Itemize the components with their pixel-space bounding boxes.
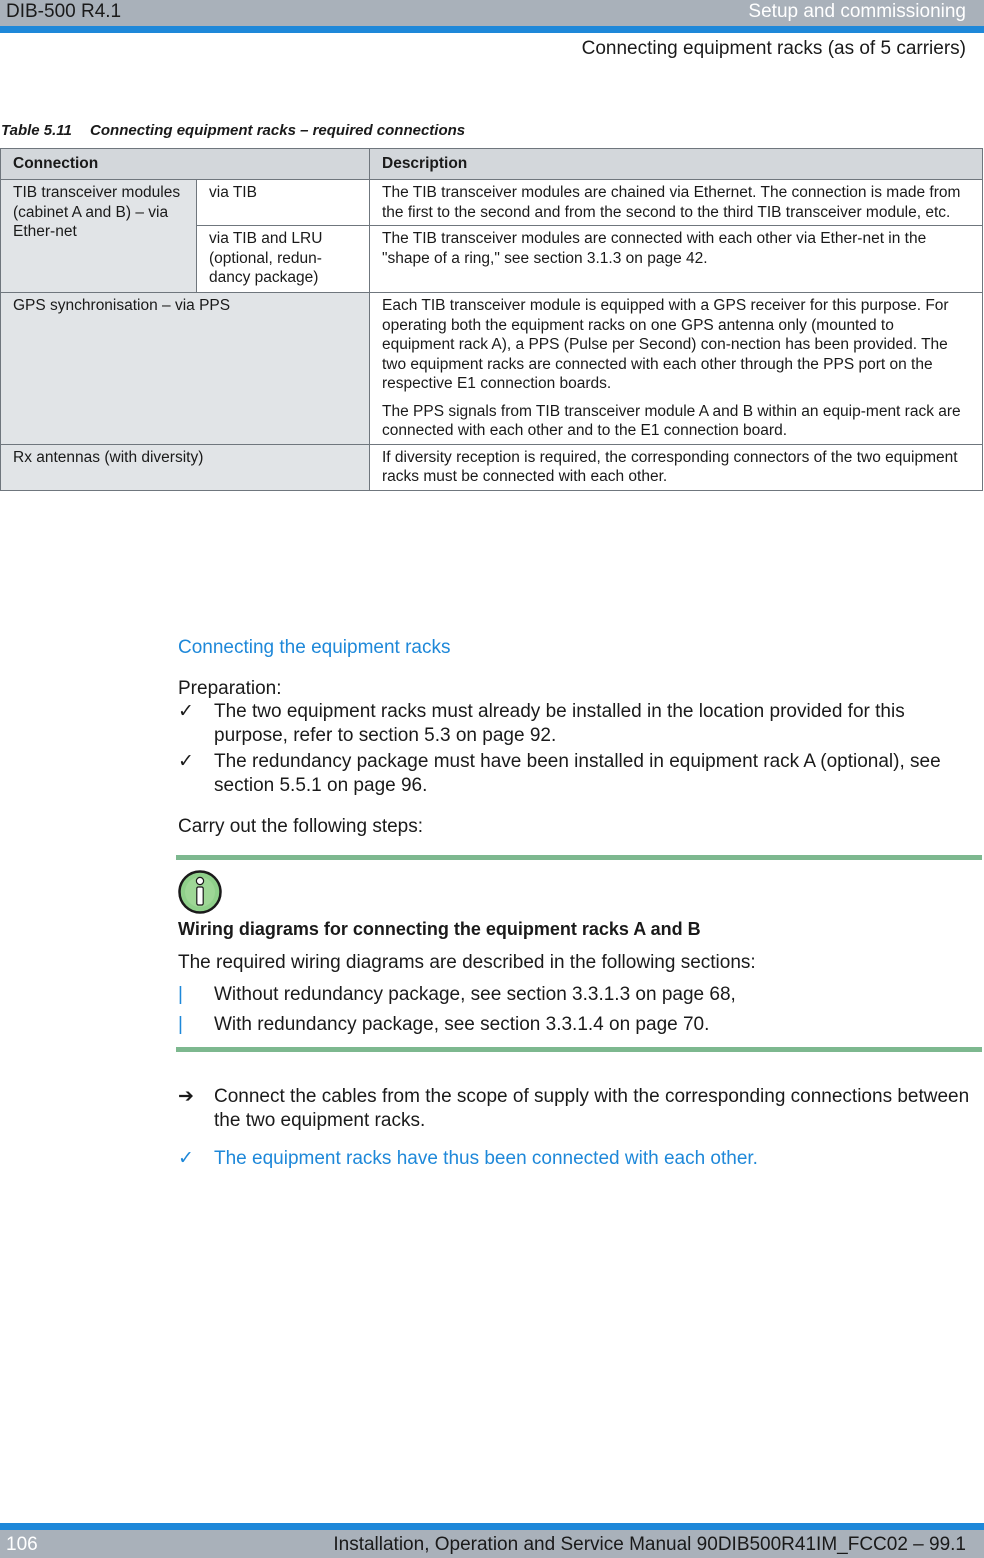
- sub-connection-cell: via TIB: [197, 180, 370, 226]
- table-row: [1, 180, 983, 226]
- section-title: Connecting equipment racks (as of 5 carriers): [581, 38, 966, 59]
- note-list-item: [178, 1013, 709, 1037]
- sub-connection-cell: via TIB and LRU (optional, redun-dancy package): [197, 226, 370, 293]
- procedure-step: [178, 1085, 978, 1133]
- description-cell: [370, 180, 983, 226]
- table-caption: [1, 122, 465, 139]
- table-row: [1, 444, 983, 490]
- procedure-result-text: The equipment racks have thus been connected with each other.: [214, 1148, 758, 1169]
- procedure-step-text: Connect the cables from the scope of supply with the corresponding connections between the two equipment racks.: [214, 1086, 970, 1131]
- note-bottom-rule: [176, 1047, 982, 1052]
- note-title: Wiring diagrams for connecting the equipment racks A and B: [178, 919, 701, 939]
- description-text: The TIB transceiver modules are connected with each other via Ether-net in the "shape of a ring," see section 3.1.3 on page 42.: [382, 230, 927, 267]
- chapter-title: Setup and commissioning: [748, 1, 966, 22]
- bullet-marker: |: [178, 1014, 183, 1035]
- preparation-item-text: The two equipment racks must already be installed in the location provided for this purpose, refer to section 5.3 on page 92.: [214, 701, 905, 746]
- description-text: The PPS signals from TIB transceiver module A and B within an equip-ment rack are connected with each other and to the E1 connection board.: [382, 402, 961, 439]
- note-intro: The required wiring diagrams are described in the following sections:: [178, 952, 756, 973]
- description-cell: [370, 444, 983, 490]
- description-text: The TIB transceiver modules are chained via Ethernet. The connection is made from the first to the second and from the second to the third TIB transceiver module, etc.: [382, 184, 961, 221]
- note-item-text: Without redundancy package, see section 3.3.1.3 on page 68,: [214, 984, 736, 1005]
- info-icon: [178, 870, 222, 914]
- note-top-rule: [176, 855, 982, 860]
- connections-table: [0, 148, 983, 491]
- note-item-text: With redundancy package, see section 3.3.1.4 on page 70.: [214, 1014, 710, 1035]
- column-header-connection: Connection: [1, 149, 370, 180]
- table-row: [1, 293, 983, 445]
- bullet-marker: |: [178, 984, 183, 1005]
- description-cell: [370, 226, 983, 293]
- section-heading: Connecting the equipment racks: [178, 637, 451, 658]
- preparation-item: [178, 700, 978, 748]
- manual-reference: Installation, Operation and Service Manual 90DIB500R41IM_FCC02 – 99.1: [333, 1534, 966, 1555]
- preparation-item: [178, 750, 978, 798]
- procedure-result: [178, 1147, 978, 1171]
- header-accent-line: [0, 26, 984, 33]
- preparation-label: Preparation:: [178, 678, 282, 699]
- steps-label: Carry out the following steps:: [178, 816, 424, 837]
- description-cell: [370, 293, 983, 445]
- preparation-item-text: The redundancy package must have been installed in equipment rack A (optional), see section 5.5.1 on page 96.: [214, 751, 941, 796]
- connection-cell: TIB transceiver modules (cabinet A and B) – via Ether-net: [1, 180, 197, 293]
- table-header-row: [1, 149, 983, 180]
- footer-accent-line: [0, 1523, 984, 1530]
- check-icon: ✓: [178, 751, 194, 772]
- table-title: Connecting equipment racks – required connections: [90, 122, 466, 139]
- table-number: Table 5.11: [1, 122, 72, 139]
- arrow-right-icon: ➔: [178, 1086, 194, 1107]
- check-icon: ✓: [178, 1148, 194, 1169]
- document-title: DIB-500 R4.1: [6, 1, 122, 22]
- column-header-description: Description: [370, 149, 983, 180]
- page-number: 106: [6, 1534, 38, 1555]
- description-text: If diversity reception is required, the corresponding connectors of the two equipment racks must be connected with each other.: [382, 448, 958, 485]
- connection-cell: Rx antennas (with diversity): [1, 444, 370, 490]
- description-text: Each TIB transceiver module is equipped with a GPS receiver for this purpose. For operating both the equipment racks on one GPS antenna only (mounted to equipment rack A), a PPS (Pulse per Second) con-nection has been provided. The two equipment racks are connected with each other through the PPS port on the respective E1 connection boards.: [382, 297, 949, 392]
- note-list-item: [178, 983, 736, 1007]
- check-icon: ✓: [178, 701, 194, 722]
- connection-cell: GPS synchronisation – via PPS: [1, 293, 370, 445]
